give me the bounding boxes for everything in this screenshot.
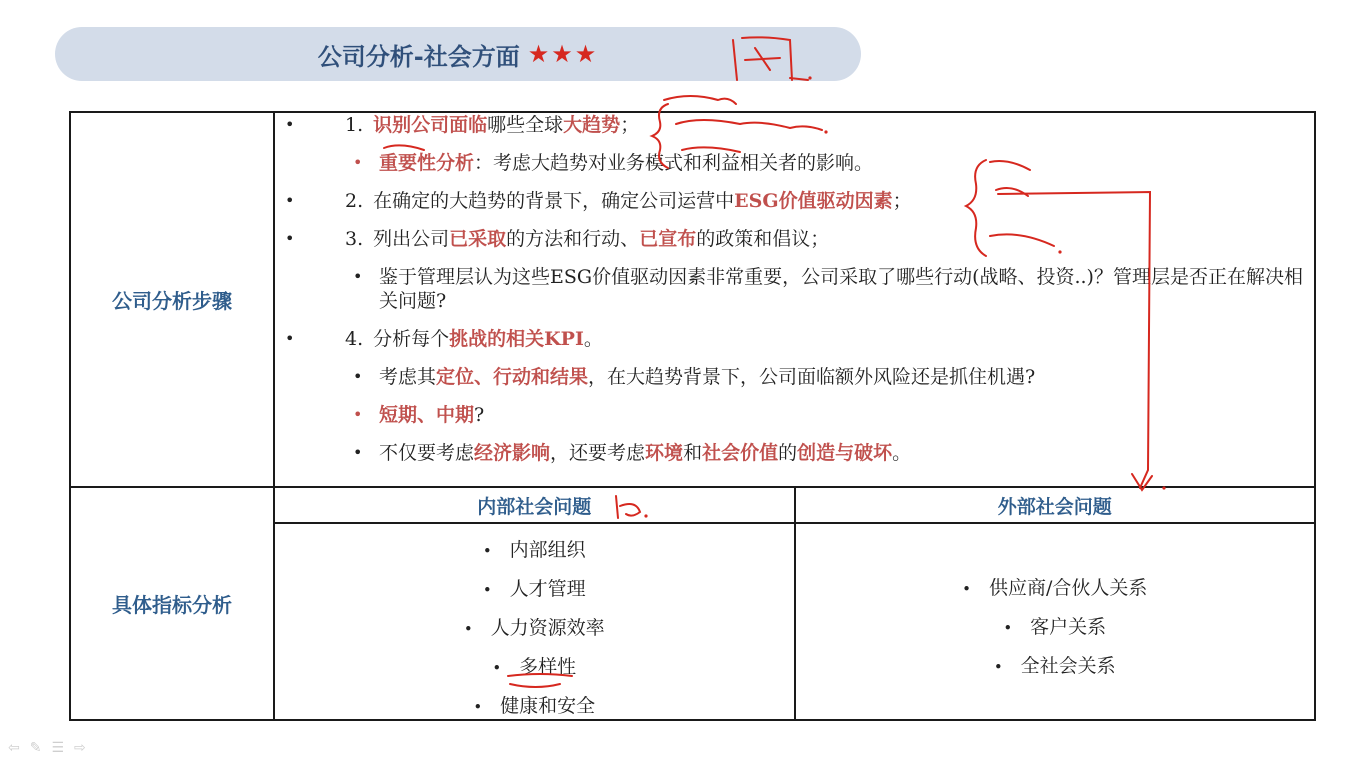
- steps-cell: [274, 112, 1315, 487]
- list-item-label: 健康和安全: [500, 695, 596, 717]
- list-item-label: 人才管理: [509, 578, 586, 600]
- back-arrow-icon[interactable]: ⇦: [8, 740, 20, 756]
- row-label-indicators: 具体指标分析: [70, 487, 274, 720]
- bullet-icon: •: [285, 329, 295, 348]
- bullet-icon: •: [482, 542, 492, 560]
- scribble-1: [664, 96, 736, 104]
- step-item: [275, 227, 1314, 251]
- list-item: [796, 615, 1315, 640]
- step-text: 不仅要考虑: [379, 442, 475, 464]
- external-cell: [795, 523, 1315, 719]
- bullet-icon: •: [353, 443, 363, 462]
- bullet-icon: •: [473, 698, 483, 716]
- pen-icon[interactable]: ✎: [29, 740, 42, 756]
- highlight-text: 大趋势: [563, 114, 621, 136]
- highlight-text: 已采取: [449, 228, 507, 250]
- step-text: ?: [474, 404, 485, 426]
- list-item: [275, 655, 794, 680]
- step-subitem: [275, 365, 1314, 389]
- list-item: [275, 694, 794, 719]
- slide-nav: [8, 740, 86, 756]
- internal-list: [275, 538, 794, 719]
- highlight-text: 重要性分析: [379, 152, 475, 174]
- step-text: 。: [583, 328, 603, 350]
- list-item-label: 全社会关系: [1020, 655, 1116, 677]
- step-text: ，在大趋势背景下，公司面临额外风险还是抓住机遇?: [588, 366, 1036, 388]
- step-text: 分析每个: [373, 328, 450, 350]
- step-text: 。: [892, 442, 912, 464]
- step-number: 4.: [345, 328, 364, 350]
- bullet-icon: •: [353, 267, 363, 286]
- step-text: ；: [892, 190, 912, 212]
- row-label-steps: 公司分析步骤: [70, 112, 274, 487]
- rating-stars: ★★★: [527, 40, 599, 68]
- step-text: ：考虑大趋势对业务模式和利益相关者的影响。: [474, 152, 874, 174]
- step-number: 2.: [345, 190, 364, 212]
- highlight-text: 已宣布: [639, 228, 697, 250]
- bullet-icon: •: [1003, 619, 1013, 637]
- step-subitem: [275, 151, 1314, 175]
- step-text: 的政策和倡议；: [696, 228, 830, 250]
- step-text: 鉴于管理层认为这些ESG价值驱动因素非常重要，公司采取了哪些行动(战略、投资..)？管理层是否正在解决相关问题?: [379, 266, 1303, 312]
- forward-arrow-icon[interactable]: ⇨: [74, 740, 86, 756]
- step-text: 在确定的大趋势的背景下，确定公司运营中: [373, 190, 735, 212]
- step-item: [275, 113, 1314, 137]
- indicators-cell: [274, 487, 1315, 720]
- highlight-text: 创造与破坏: [797, 442, 893, 464]
- step-text: ，还要考虑: [550, 442, 646, 464]
- highlight-text: ESG价值驱动因素: [734, 190, 893, 212]
- list-item: [275, 577, 794, 602]
- step-text: 列出公司: [373, 228, 450, 250]
- list-item: [275, 538, 794, 563]
- highlight-text: 挑战的相关KPI: [449, 328, 584, 350]
- menu-icon[interactable]: ☰: [51, 740, 65, 756]
- step-item: [275, 189, 1314, 213]
- bullet-icon: •: [463, 620, 473, 638]
- list-item-label: 多样性: [519, 656, 577, 678]
- bullet-icon: •: [492, 659, 502, 677]
- list-item: [275, 616, 794, 641]
- step-number: 3.: [345, 228, 364, 250]
- analysis-table: [69, 111, 1316, 721]
- list-item: [796, 576, 1315, 601]
- list-item-label: 供应商/合伙人关系: [988, 577, 1148, 599]
- step-text: 考虑其: [379, 366, 437, 388]
- highlight-text: 经济影响: [474, 442, 551, 464]
- external-list: [796, 524, 1315, 679]
- internal-header: 内部社会问题: [275, 488, 795, 523]
- step-item: [275, 327, 1314, 351]
- step-number: 1.: [345, 114, 364, 136]
- step-subitem: [275, 403, 1314, 427]
- step-text: 的: [778, 442, 798, 464]
- bullet-icon: •: [962, 580, 971, 598]
- internal-cell: [275, 523, 795, 719]
- step-text: 哪些全球: [487, 114, 564, 136]
- highlight-text: 社会价值: [702, 442, 779, 464]
- highlight-text: 短期、中期: [379, 404, 475, 426]
- list-item: [796, 654, 1315, 679]
- list-item-label: 人力资源效率: [490, 617, 605, 639]
- highlight-text: 定位、行动和结果: [436, 366, 589, 388]
- page-title: 公司分析-社会方面: [317, 42, 520, 71]
- step-subitem: [275, 441, 1314, 465]
- indicators-subtable: [275, 488, 1314, 719]
- title-banner: [55, 27, 861, 81]
- list-item-label: 客户关系: [1030, 616, 1107, 638]
- step-subitem: [275, 265, 1314, 313]
- bullet-icon: •: [285, 229, 295, 248]
- bullet-icon: •: [482, 581, 492, 599]
- bullet-icon: •: [285, 115, 295, 134]
- bullet-icon: •: [353, 153, 363, 172]
- step-text: ；: [620, 114, 640, 136]
- highlight-text: 识别公司面临: [373, 114, 488, 136]
- step-text: 的方法和行动、: [506, 228, 640, 250]
- bullet-icon: •: [993, 658, 1003, 676]
- bullet-icon: •: [353, 367, 363, 386]
- list-item-label: 内部组织: [509, 539, 586, 561]
- external-header: 外部社会问题: [795, 488, 1315, 523]
- bullet-icon: •: [285, 191, 295, 210]
- steps-list: [275, 113, 1314, 465]
- highlight-text: 环境: [645, 442, 684, 464]
- bullet-icon: •: [353, 405, 363, 424]
- step-text: 和: [683, 442, 703, 464]
